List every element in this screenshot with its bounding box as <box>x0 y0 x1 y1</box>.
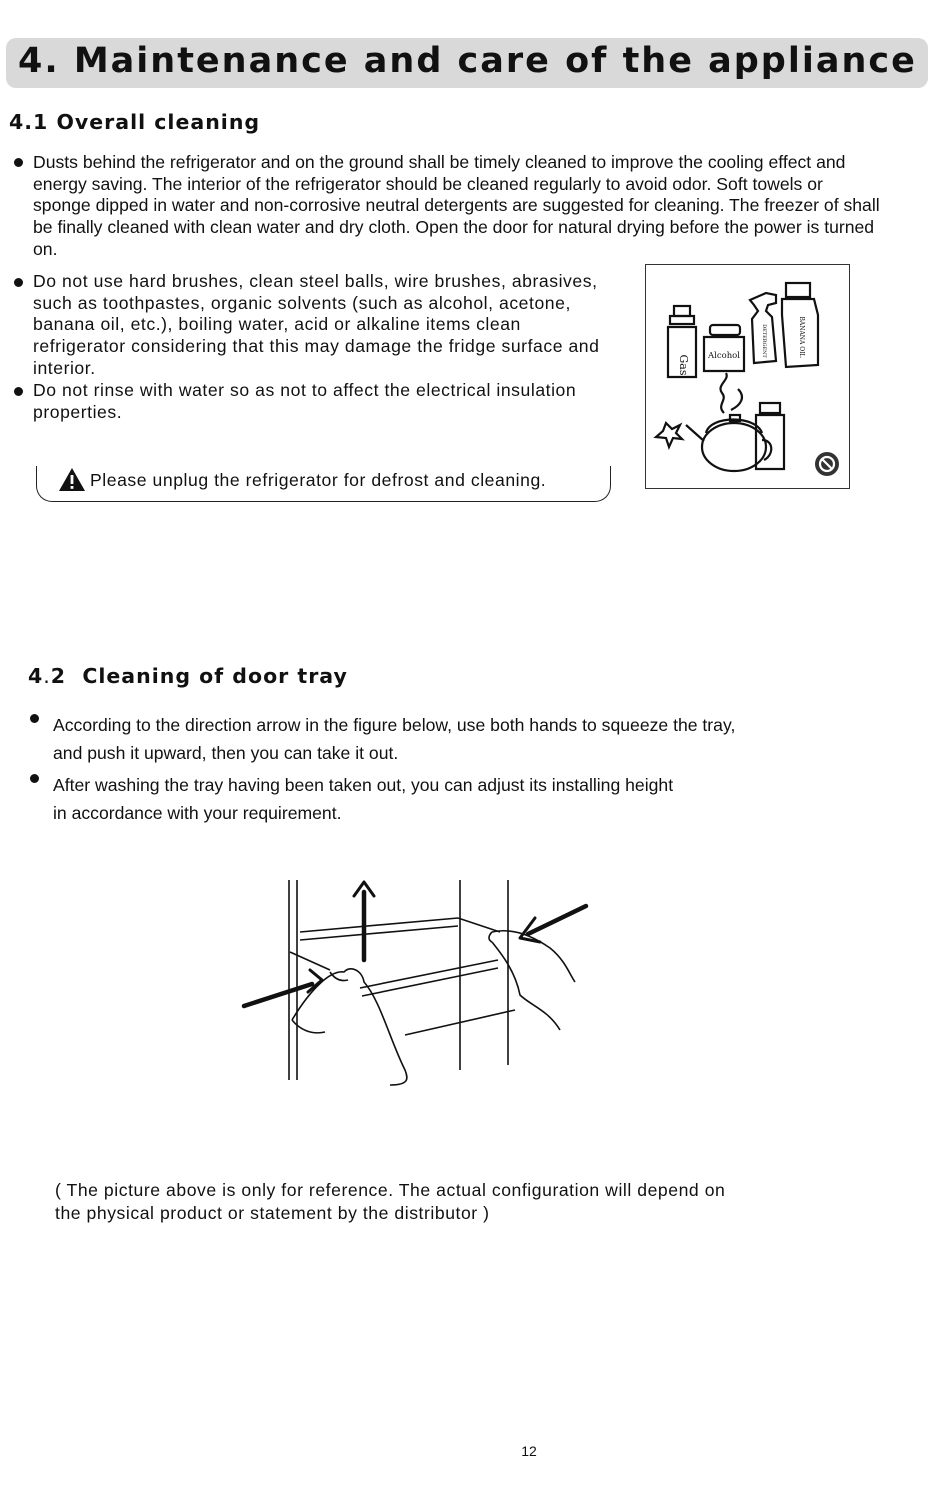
door-tray-line-4: in accordance with your requirement. <box>53 803 342 823</box>
banana-label: BANANA OIL <box>798 316 805 358</box>
door-tray-heading-num: 4 <box>28 664 44 688</box>
cleaning-paragraph-2: Do not use hard brushes, clean steel balls, wire brushes, abrasives, such as toothpastes, organic solvents (such as alcohol, acetone, banana oil, etc.), boiling water, acid or alkaline items clean refrigerator considering that this may damage the fridge surface and interior. <box>33 271 600 378</box>
door-tray-heading-text: 2 Cleaning of door tray <box>50 664 348 688</box>
section-title: 4. Maintenance and care of the appliance <box>18 41 917 81</box>
detergent-label: DETERGENT <box>761 324 767 358</box>
caption-line-2: the physical product or statement by the distributor ) <box>55 1202 490 1223</box>
door-tray-paragraph-2 <box>53 771 673 827</box>
alcohol-label: Alcohol <box>707 351 741 361</box>
bullet-dot <box>14 278 23 287</box>
prohibited-icon <box>815 452 839 476</box>
door-tray-line-3: After washing the tray having been taken out, you can adjust its installing height <box>53 775 674 795</box>
bullet-dot <box>14 387 23 396</box>
section-banner <box>6 38 928 88</box>
door-tray-paragraph-1 <box>53 711 735 767</box>
page-number: 12 <box>521 1443 537 1459</box>
door-tray-line-2: and push it upward, then you can take it out. <box>53 743 399 763</box>
warning-icon <box>58 467 86 492</box>
door-tray-heading <box>28 664 348 688</box>
bullet-dot <box>14 158 23 167</box>
bullet-dot <box>30 714 39 723</box>
bullet-dot <box>30 774 39 783</box>
cleaning-agents-illustration <box>645 264 850 489</box>
door-tray-line-1: According to the direction arrow in the figure below, use both hands to squeeze the tray, <box>53 715 736 735</box>
reference-caption <box>55 1179 725 1224</box>
caption-line-1: ( The picture above is only for reference. The actual configuration will depend on <box>55 1180 726 1200</box>
cleaning-paragraph-3: Do not rinse with water so as not to affect the electrical insulation properties. <box>33 380 577 422</box>
gas-label: Gas <box>677 354 690 376</box>
overall-cleaning-heading: 4.1 Overall cleaning <box>9 110 261 134</box>
warning-text: Please unplug the refrigerator for defrost and cleaning. <box>90 470 547 490</box>
door-tray-heading-dot: . <box>43 664 51 688</box>
door-tray-diagram <box>230 870 610 1095</box>
cleaning-paragraph-1: Dusts behind the refrigerator and on the ground shall be timely cleaned to improve the cooling effect and energy saving. The interior of the refrigerator should be cleaned regularly to avoid odor. Soft towels or sponge dipped in water and non-corrosive neutral detergents are suggested for cleaning. The freezer of shall be finally cleaned with clean water and dry cloth. Open the door for natural drying before the power is turned on. <box>33 152 880 259</box>
